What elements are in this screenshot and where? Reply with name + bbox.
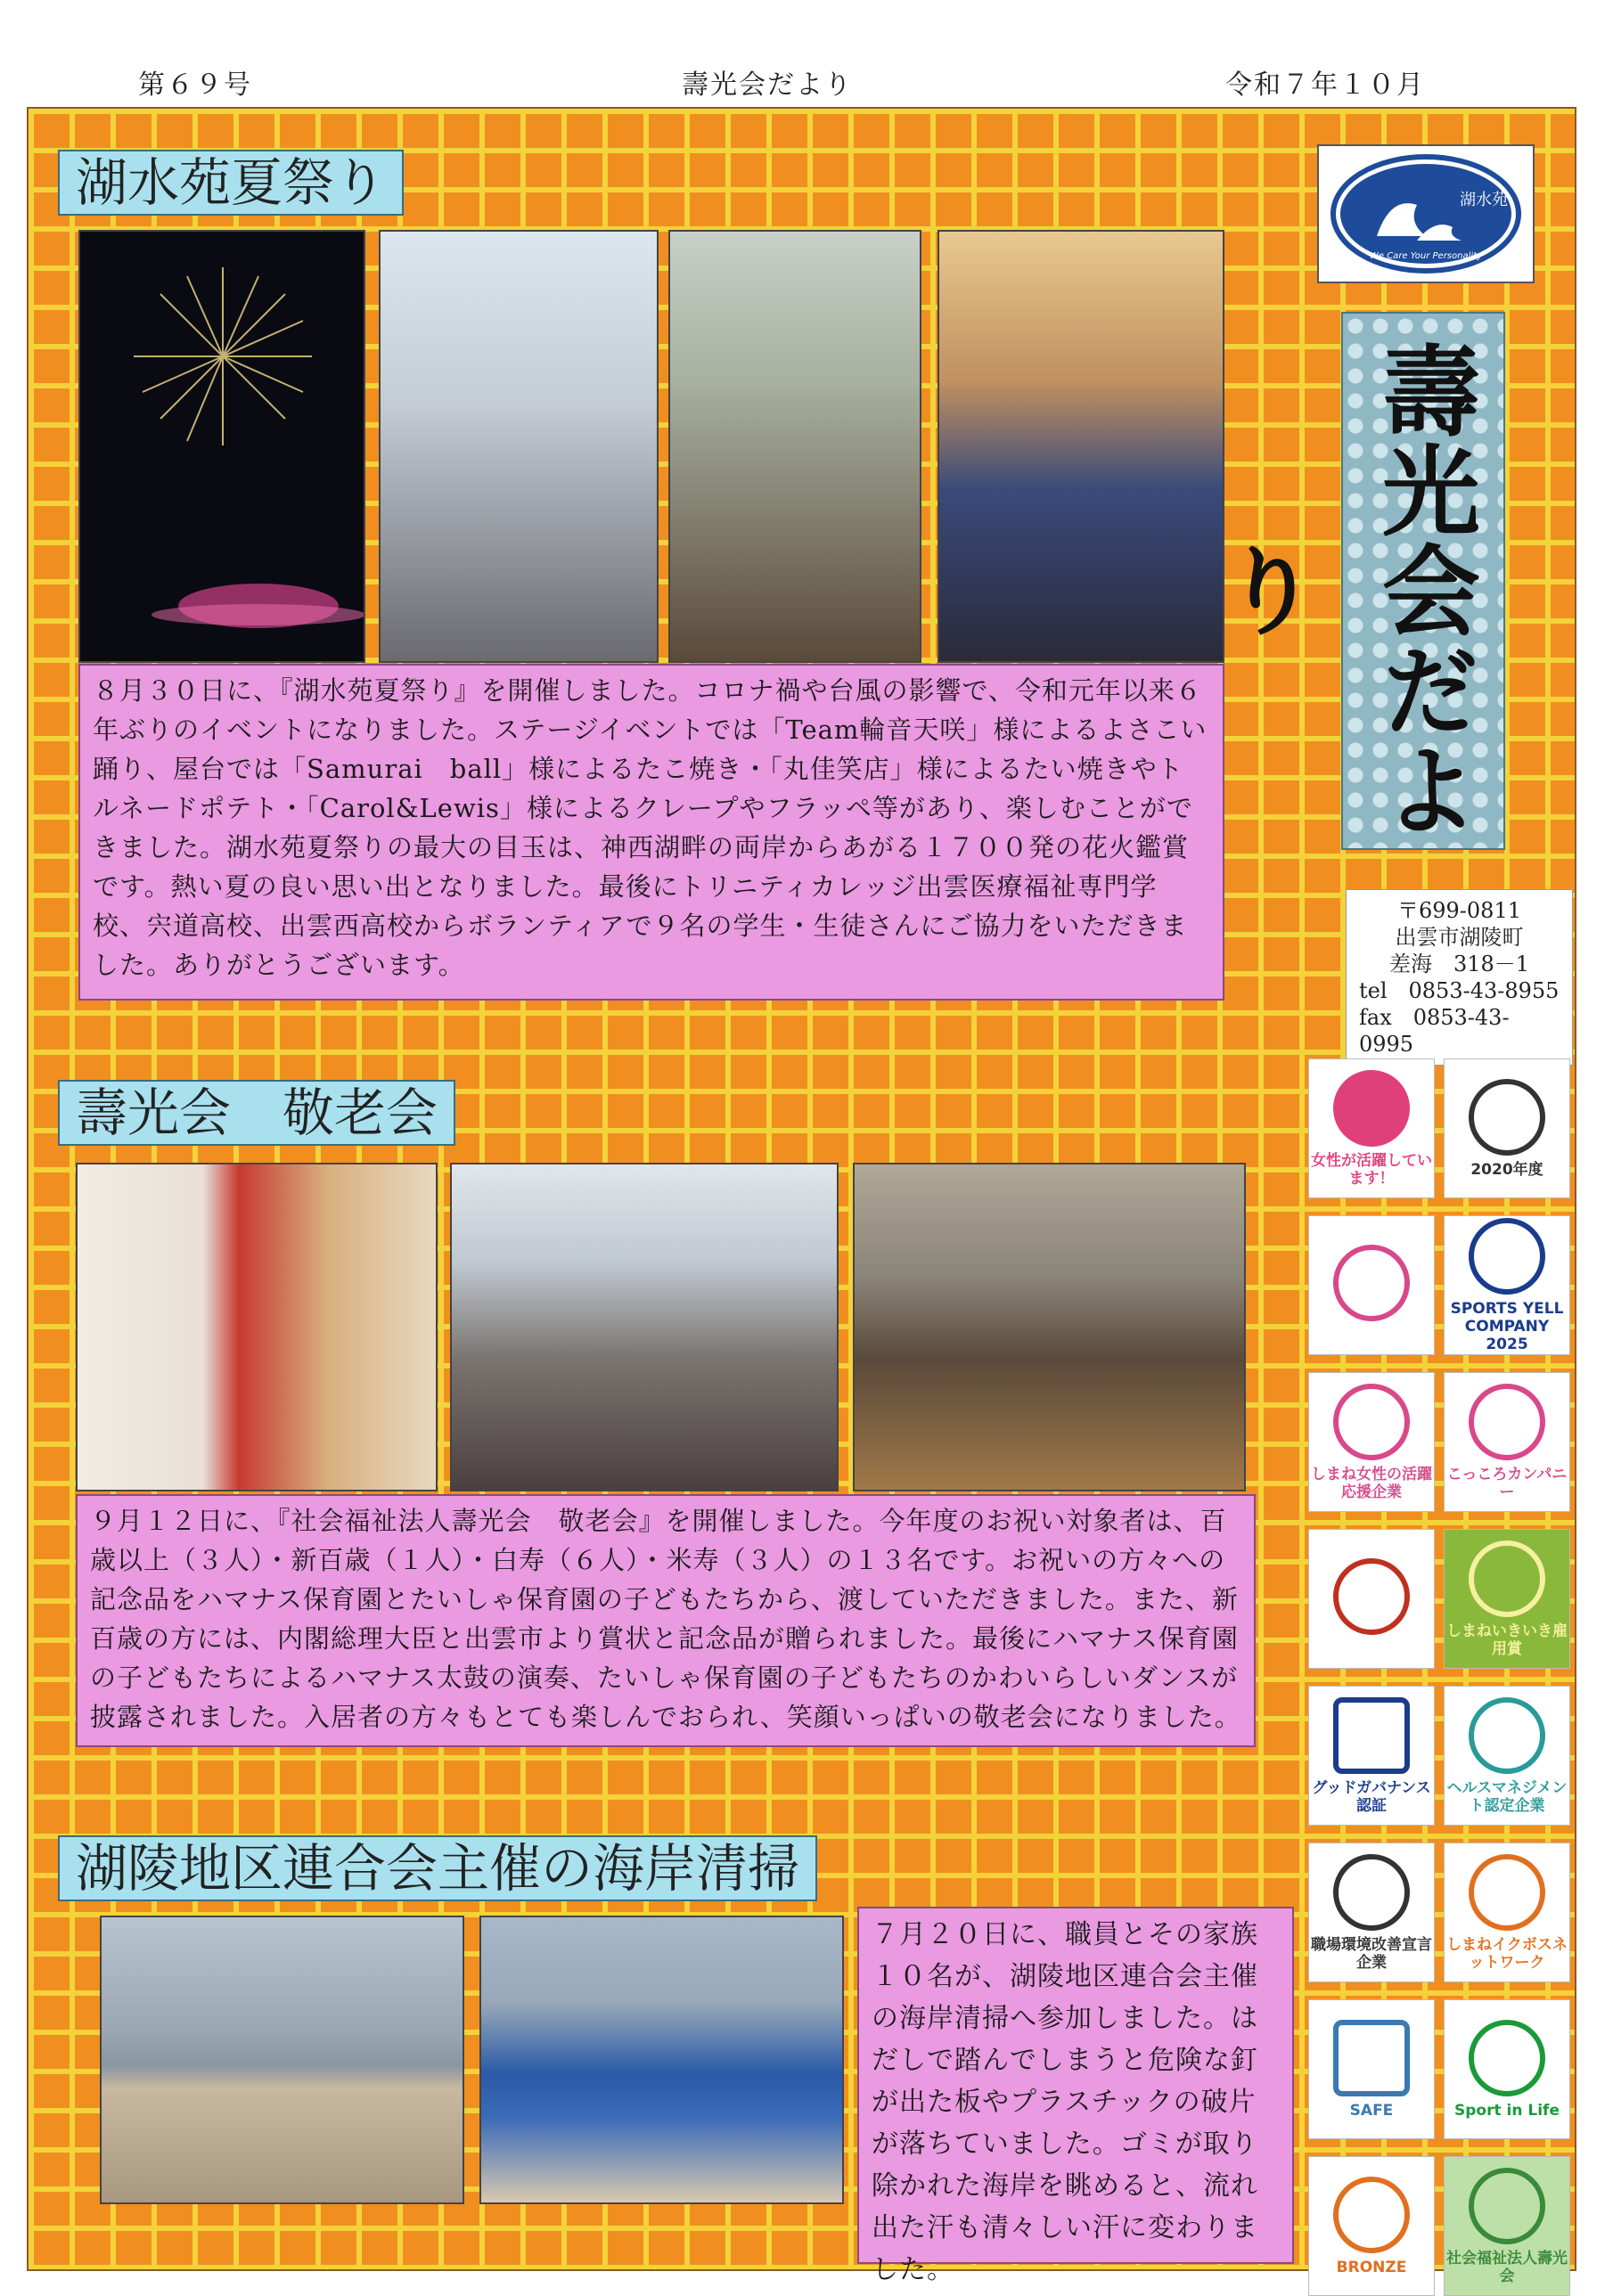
shimane-women-logo-mark xyxy=(1333,1384,1410,1460)
kosuien-logo-icon xyxy=(1328,151,1524,276)
ikiiki-award-logo-label: しまねいきいき雇用賞 xyxy=(1446,1622,1568,1658)
smile-face-logo-label: 2020年度 xyxy=(1470,1160,1543,1179)
newsletter-name: 壽光会だより xyxy=(682,69,853,101)
kokkoro-logo-mark xyxy=(1469,1384,1545,1460)
heart-logo-mark xyxy=(1333,1245,1410,1321)
health-mgmt-logo xyxy=(1444,1686,1570,1826)
postal-code: 〒699-0811 xyxy=(1397,898,1521,923)
pink-circle-logo-label: 女性が活躍しています！ xyxy=(1311,1151,1432,1188)
vertical-title-panel xyxy=(1206,312,1505,850)
sports-yell-logo-label: SPORTS YELL COMPANY 2025 xyxy=(1450,1299,1564,1353)
address-line-1: 出雲市湖陵町 xyxy=(1395,925,1524,950)
ikiiki-award-logo xyxy=(1444,1529,1570,1669)
workplace-logo xyxy=(1308,1843,1435,1982)
section-title-respect-aged: 壽光会 敬老会 xyxy=(58,1080,455,1146)
summer-festival-paragraph: ８月３０日に、『湖水苑夏祭り』を開催しました。コロナ禍や台風の影響で、令和元年以来６年ぶりのイベントになりました。ステージイベントでは「Team輪音天咲」様によるよさこい踊り、屋台では「Samurai ball」様によるたこ焼き・「丸佳笑店」様によるたい焼きやトルネードポテト・「Carol&Lewis」様によるクレープやフラッペ等があり、楽しむことができました。湖水苑夏祭りの最大の目玉は、神西湖畔の両岸からあがる１７００発の花火鑑賞です。熱い夏の良い思い出となりました。最後にトリニティカレッジ出雲医療福祉専門学校、宍道高校、出雲西高校からボランティアで９名の学生・生徒さんにご協力をいただきました。ありがとうございます。 xyxy=(93,675,1208,980)
section-title-beach-cleanup: 湖陵地区連合会主催の海岸清掃 xyxy=(58,1835,817,1901)
certificate-logo-mark xyxy=(1469,2168,1545,2244)
good-governance-logo xyxy=(1308,1686,1435,1826)
good-governance-logo-label: グッドガバナンス認証 xyxy=(1312,1778,1431,1815)
section-title-summer-festival: 湖水苑夏祭り xyxy=(58,150,404,216)
photo-children-dance xyxy=(853,1163,1246,1491)
shimane-mascot-logo xyxy=(1308,1529,1435,1669)
heart-logo xyxy=(1308,1215,1435,1355)
photo-yosakoi-dance xyxy=(938,230,1224,663)
address-block xyxy=(1346,889,1573,1066)
photo-taiko-drums xyxy=(450,1163,839,1491)
fax: fax 0853-43-0995 xyxy=(1359,1005,1510,1057)
section-text-summer-festival xyxy=(78,664,1224,1001)
photo-resident-with-staff xyxy=(668,230,921,663)
ikuboss-logo-mark xyxy=(1469,1854,1545,1931)
certificate-logo-label: 社会福祉法人壽光会 xyxy=(1446,2249,1568,2285)
ikuboss-logo-label: しまねイクボスネットワーク xyxy=(1446,1935,1568,1972)
beach-cleanup-paragraph: ７月２０日に、職員とその家族１０名が、湖陵地区連合会主催の海岸清掃へ参加しました。はだしで踏んでしまうと危険な釘が出た板やプラスチックの破片が落ちていました。ゴミが取り除かれた海岸を眺めると、流れ出た汗も清々しい汗に変わりました。 xyxy=(872,1919,1258,2285)
respect-aged-paragraph: ９月１２日に、『社会福祉法人壽光会 敬老会』を開催しました。今年度のお祝い対象者は、百歳以上（３人）・新百歳（１人）・白寿（６人）・米寿（３人）の１３名です。お祝いの方々への記念品をハマナス保育園とたいしゃ保育園の子どもたちから、渡していただきました。また、新百歳の方には、内閣総理大臣と出雲市より賞状と記念品が贈られました。最後にハマナス保育園の子どもたちによるハマナス太鼓の演奏、たいしゃ保育園の子どもたちのかわいらしいダンスが披露されました。入居者の方々もとても楽しんでおられ、笑顔いっぱいの敬老会になりました。 xyxy=(90,1506,1241,1732)
sports-yell-logo xyxy=(1444,1215,1570,1355)
bronze-award-logo-label: BRONZE xyxy=(1336,2258,1407,2276)
address-line-2: 差海 318－1 xyxy=(1388,952,1530,976)
shimane-women-logo xyxy=(1308,1372,1435,1512)
issue-date: 令和７年１０月 xyxy=(1225,69,1425,101)
photo-beach-cleanup xyxy=(100,1916,464,2204)
telephone: tel 0853-43-8955 xyxy=(1359,978,1560,1003)
sport-in-life-logo-mark xyxy=(1469,2020,1545,2096)
section-text-beach-cleanup xyxy=(857,1907,1294,2285)
certificate-logo xyxy=(1444,2156,1570,2296)
photo-fireworks xyxy=(78,230,365,663)
smile-face-logo-mark xyxy=(1469,1079,1545,1156)
kokkoro-logo-label: こっころカンパニー xyxy=(1446,1465,1568,1501)
good-governance-logo-mark xyxy=(1333,1697,1410,1774)
sport-in-life-logo xyxy=(1444,1999,1570,2139)
safe-logo-mark xyxy=(1333,2020,1410,2096)
pink-circle-logo-mark xyxy=(1333,1070,1410,1147)
pink-circle-logo xyxy=(1308,1058,1435,1198)
ikuboss-logo xyxy=(1444,1843,1570,1982)
safe-logo xyxy=(1308,1999,1435,2139)
shimane-women-logo-label: しまね女性の活躍応援企業 xyxy=(1311,1465,1432,1501)
kosuien-logo-text: 湖水苑 xyxy=(1460,191,1508,209)
bronze-award-logo-mark xyxy=(1333,2177,1410,2253)
vertical-title-text: 壽光会だより xyxy=(1206,340,1480,839)
sport-in-life-logo-label: Sport in Life xyxy=(1454,2101,1560,2120)
health-mgmt-logo-label: ヘルスマネジメント認定企業 xyxy=(1446,1778,1568,1815)
photo-group-volunteers xyxy=(479,1916,844,2204)
health-mgmt-logo-mark xyxy=(1469,1697,1545,1774)
safe-logo-label: SAFE xyxy=(1349,2101,1394,2120)
kosuien-logo-slogan: We Care Your Personality xyxy=(1369,251,1483,261)
kosuien-logo-box xyxy=(1317,144,1535,283)
sports-yell-logo-mark xyxy=(1469,1218,1545,1295)
issue-number: 第６９号 xyxy=(138,69,252,101)
photo-elderly-honored xyxy=(76,1163,438,1491)
workplace-logo-label: 職場環境改善宣言企業 xyxy=(1311,1935,1432,1972)
smile-face-logo xyxy=(1444,1058,1570,1198)
ikiiki-award-logo-mark xyxy=(1469,1540,1545,1617)
bronze-award-logo xyxy=(1308,2156,1435,2296)
kokkoro-logo xyxy=(1444,1372,1570,1512)
workplace-logo-mark xyxy=(1333,1854,1410,1931)
section-text-respect-aged xyxy=(76,1494,1256,1747)
fireworks-image xyxy=(80,232,364,661)
photo-hall-decorations xyxy=(379,230,659,663)
shimane-mascot-logo-mark xyxy=(1333,1558,1410,1635)
